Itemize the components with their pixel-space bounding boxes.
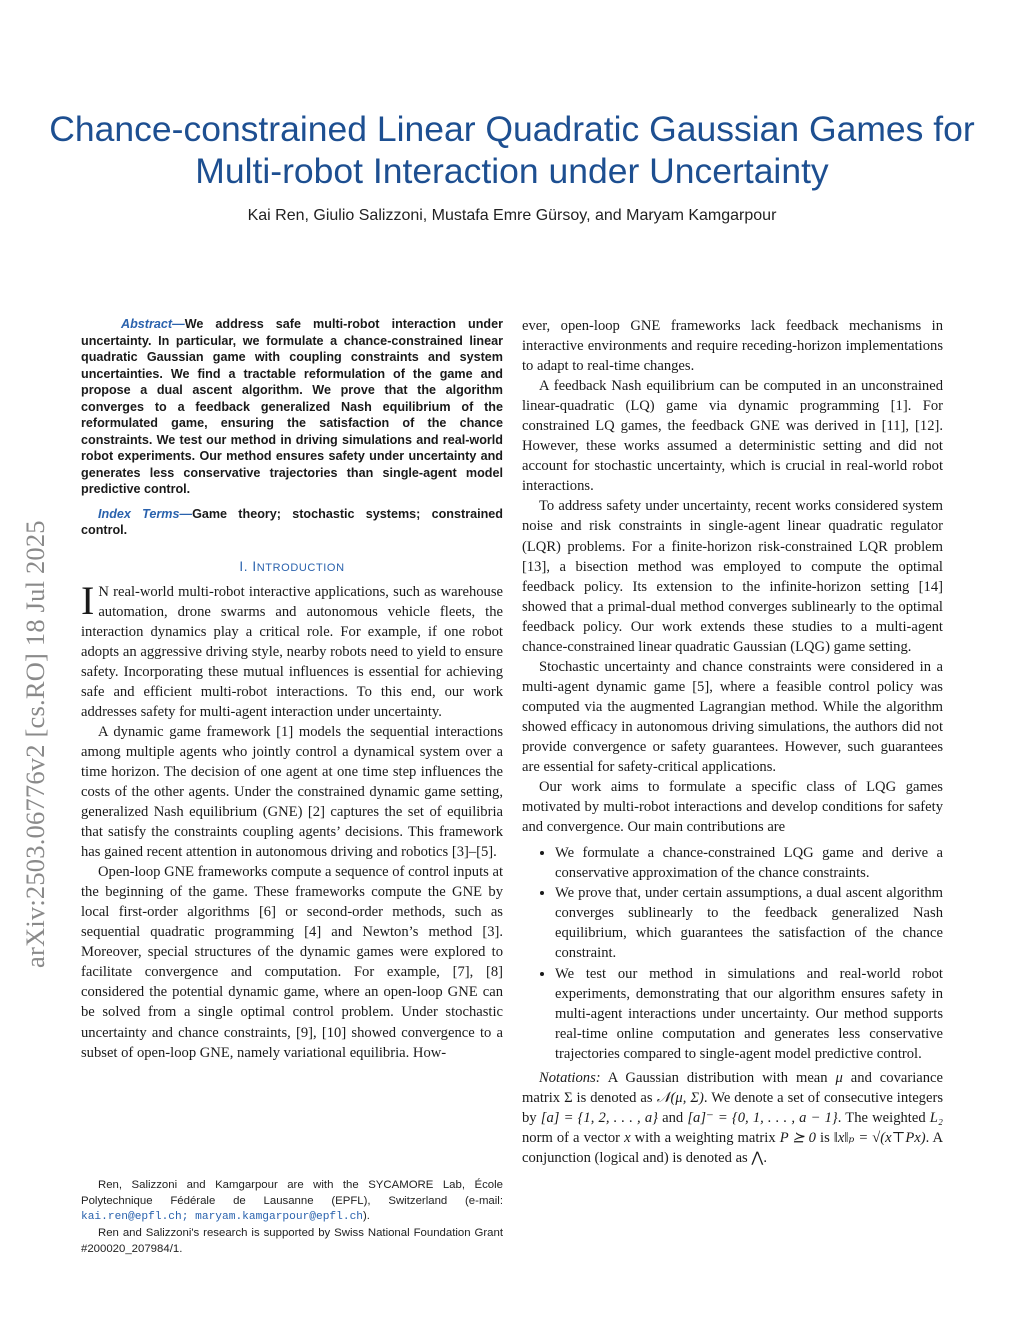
- index-terms-text: Game theory; stochastic systems; constrained control.: [81, 506, 503, 537]
- footnote-text: Ren, Salizzoni and Kamgarpour are with the SYCAMORE Lab, École Polytechnique Fédérale de Lausanne (EPFL), Switzerland (e-mail:: [81, 1179, 503, 1207]
- text: and: [657, 1109, 688, 1126]
- footnote: [81, 1178, 503, 1258]
- text: . The weighted: [837, 1109, 930, 1126]
- footnote-funding: Ren and Salizzoni's research is supported by Swiss National Foundation Grant #200020_207984/1.: [81, 1227, 503, 1255]
- abstract-label: Abstract—: [121, 317, 185, 331]
- left-column: [81, 316, 503, 1063]
- paper-title: Chance-constrained Linear Quadratic Gaussian Games for Multi-robot Interaction under Uncertainty: [49, 109, 975, 191]
- footnote-text: ).: [363, 1210, 370, 1223]
- paragraph: A feedback Nash equilibrium can be computed in an unconstrained linear-quadratic (LQ) game via dynamic programming [1]. For constrained LQ games, the feedback GNE was derived in [11], [12]. However, these works assumed a deterministic setting and did not account for stochastic uncertainty, which is crucial in real-world robot interactions.: [522, 378, 943, 495]
- text: A Gaussian distribution with mean: [600, 1069, 836, 1086]
- math: L₂: [929, 1109, 943, 1126]
- text: . A conjunction (logical and) is denoted as: [522, 1129, 944, 1166]
- math: P ⪰ 0: [779, 1129, 816, 1146]
- contributions-list: [522, 843, 943, 1064]
- footnote-affiliation: [81, 1178, 503, 1226]
- text: with a weighting matrix: [630, 1129, 780, 1146]
- paragraph-text: N real-world multi-robot interactive applications, such as warehouse automation, drone swarms and autonomous vehicle fleets, the interaction dynamics play a critical role. For example, if one robot adopts an aggressive driving style, nearby robots need to yield to ensure safety. Incorporating these mutual influences is essential for achieving safe and efficient multi-robot interactions. To this end, our work addresses safety for multi-agent interaction under uncertainty.: [81, 583, 503, 720]
- math: ‖x‖ₚ = √(x⊤Px): [833, 1129, 926, 1146]
- math: [a] = {1, 2, . . . , a}: [540, 1109, 658, 1126]
- math: μ: [835, 1069, 843, 1086]
- paragraph: ever, open-loop GNE frameworks lack feedback mechanisms in interactive environments and require receding-horizon implementations to adapt to real-time changes.: [522, 318, 943, 375]
- abstract-text: We address safe multi-robot interaction under uncertainty. In particular, we formulate a chance-constrained linear quadratic Gaussian game with coupling constraints and system uncertainties. We find a tractable reformulation of the game and propose a dual ascent algorithm. We prove that the algorithm converges to a feedback generalized Nash equilibrium of the reformulated game, ensuring the satisfaction of the chance constraints. We test our method in driving simulations and real-world robot experiments. Our method ensures safety under uncertainty and generates less conservative trajectories than single-agent model predictive control.: [81, 317, 503, 496]
- index-terms-label: Index Terms—: [98, 506, 193, 521]
- intro-left-text: [81, 577, 503, 1063]
- math: Σ: [564, 1089, 573, 1106]
- paragraph: A dynamic game framework [1] models the sequential interactions among multiple agents who jointly control a dynamical system over a time horizon. The decision of one agent at one time step influences the costs of the other agents. Under the constrained dynamic game setting, generalized Nash equilibrium (GNE) [2] captures the set of equilibria that satisfy the constraints coupling agents’ decisions. This framework has gained recent attention in autonomous driving and robotics [3]–[5].: [81, 723, 503, 861]
- text: .: [763, 1149, 768, 1166]
- email-link-kamgarpour[interactable]: maryam.kamgarpour@epfl.ch: [195, 1211, 363, 1224]
- author-list: Kai Ren, Giulio Salizzoni, Mustafa Emre Gürsoy, and Maryam Kamgarpour: [247, 207, 777, 224]
- math: x: [624, 1129, 631, 1146]
- paragraph: Open-loop GNE frameworks compute a sequence of control inputs at the beginning of the game. These frameworks compute the GNE by local first-order algorithms [6] or second-order methods, such as sequential quadratic programming [4] and Newton’s method [3]. Moreover, special structures of the dynamic games were explored to facilitate convergence and computation. For example, [7], [8] considered the potential dynamic game, where an open-loop GNE can be solved from a single optimal control problem. Under stochastic uncertainty and chance constraints, [9], [10] showed convergence to a subset of open-loop GNE, namely variational equilibria. How-: [81, 864, 503, 1061]
- text: . We denote a set of consecutive integers by: [522, 1089, 943, 1126]
- notations-paragraph: [522, 1068, 943, 1168]
- paragraph: Our work aims to formulate a specific class of LQG games motivated by multi-robot interactions and develop conditions for safety and convergence. Our main contributions are: [522, 779, 943, 836]
- paragraph: [81, 577, 503, 722]
- section-title-rest: NTRODUCTION: [256, 561, 345, 574]
- math: 𝒩(μ, Σ): [656, 1089, 704, 1106]
- abstract: [81, 316, 503, 498]
- math: ⋀: [751, 1149, 764, 1166]
- text: norm of a vector: [522, 1129, 625, 1146]
- text: and covariance matrix: [522, 1069, 943, 1106]
- notations-label: Notations:: [539, 1069, 601, 1086]
- list-item: • We formulate a chance-constrained LQG game and derive a conservative approximation of the chance constraints.: [555, 843, 943, 883]
- arxiv-identifier: arXiv:2503.06776v2 [cs.RO] 18 Jul 2025: [20, 520, 50, 968]
- email-link-ren[interactable]: kai.ren@epfl.ch: [81, 1211, 182, 1224]
- drop-cap: I: [81, 577, 95, 623]
- section-heading-introduction: [81, 559, 503, 574]
- section-number: I.: [239, 558, 253, 574]
- index-terms: [81, 506, 503, 539]
- email-separator: ;: [181, 1211, 196, 1224]
- math: [a]⁻ = {0, 1, . . . , a − 1}: [687, 1109, 838, 1126]
- paragraph: Stochastic uncertainty and chance constraints were considered in a multi-agent dynamic game [5], where a feasible control policy was computed via the augmented Lagrangian method. While the algorithm showed efficacy in autonomous driving simulations, the authors did not provide convergence or safety guarantees. However, such guarantees are essential for safety-critical applications.: [522, 658, 943, 776]
- right-column: [522, 316, 943, 1168]
- list-item: • We test our method in simulations and real-world robot experiments, demonstrating that our algorithm ensures safety in multi-agent interactions under uncertainty. Our method supports real-time online computation and generates less conservative trajectories compared to single-agent model predictive control.: [555, 964, 943, 1064]
- section-title-initial: I: [252, 558, 257, 574]
- list-item: • We prove that, under certain assumptions, a dual ascent algorithm converges sublinearly to the feedback generalized Nash equilibrium, which guarantees the satisfaction of the chance constraint.: [555, 883, 943, 963]
- paragraph: To address safety under uncertainty, recent works considered system noise and risk constraints in single-agent linear quadratic regulator (LQR) problems. For a finite-horizon risk-constrained LQR problem [13], a bisection method was employed to compute the optimal feedback policy. Its extension to the infinite-horizon setting [14] showed that a primal-dual method converges sublinearly to the optimal feedback policy. Our work extends these studies to a multi-agent chance-constrained linear quadratic Gaussian (LQG) game setting.: [522, 498, 943, 655]
- text: is denoted as: [572, 1089, 657, 1106]
- text: is: [815, 1129, 834, 1146]
